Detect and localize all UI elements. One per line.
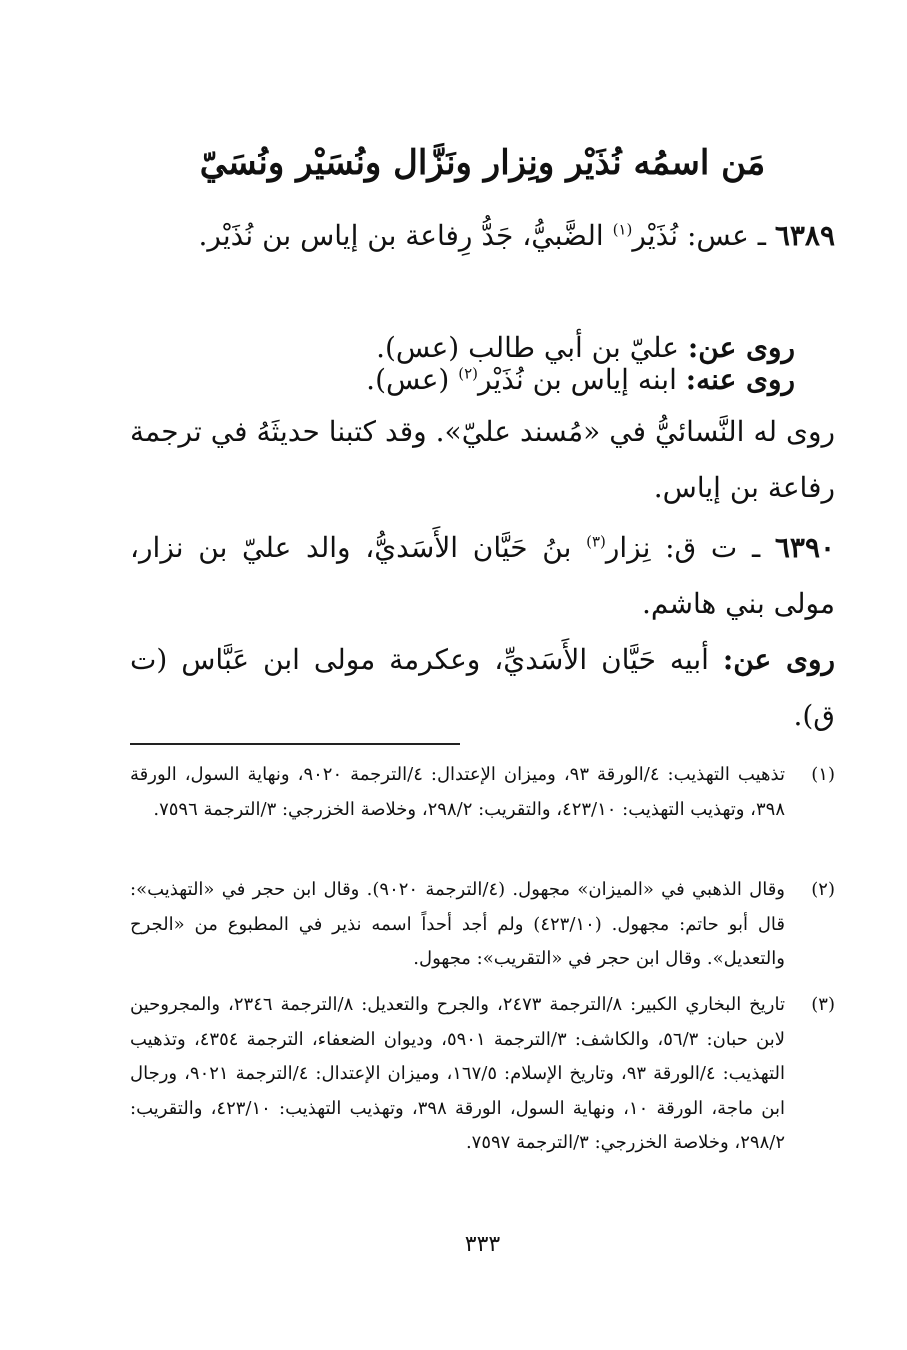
document-page: [130, 0, 835, 1350]
rawa-anhu-text: ابنه إياس بن نُذَيْر: [478, 363, 677, 396]
footnote-ref: (٣): [586, 532, 606, 551]
entry-6389-heading: [130, 208, 835, 264]
footnote-2: [130, 873, 835, 977]
entry-name: ت ق: نِزار: [605, 531, 738, 564]
entry-description: بنُ حَيَّان الأَسَديُّ، والد عليّ بن نزار، مولى بني هاشم.: [130, 531, 835, 620]
footnote-ref: (٢): [458, 364, 479, 383]
footnote-separator: [130, 743, 460, 745]
rawa-anhu-code: (عس).: [366, 363, 450, 396]
footnote-text: تاريخ البخاري الكبير: ٨/الترجمة ٢٤٧٣، والجرح والتعديل: ٨/الترجمة ٢٣٤٦، والمجروحين لابن حبان: ٥٦/٣، والكاشف: ٣/الترجمة ٥٩٠١، وديوان الضعفاء، الترجمة ٤٣٥٤، وتذهيب التهذيب: ٤/الورقة ٩٣، وتاريخ الإسلام: ١٦٧/٥، وميزان الإعتدال: ٤/الترجمة ٩٠٢١، ورجال ابن ماجة، الورقة ١٠، ونهاية السول، الورقة ٣٩٨، وتهذيب التهذيب: ٤٢٣/١٠، والتقريب: ٢٩٨/٢، وخلاصة الخزرجي: ٣/الترجمة ٧٥٩٧.: [130, 994, 786, 1153]
footnote-text: وقال الذهبي في «الميزان» مجهول. (٤/الترجمة ٩٠٢٠). وقال ابن حجر في «التهذيب»: قال أبو حاتم: مجهول. (٤٢٣/١٠) ولم أجد أحداً اسمه نذير في المطبوع من «الجرح والتعديل». وقال ابن حجر في «التقريب»: مجهول.: [130, 879, 785, 969]
entry-number: ٦٣٩٠: [774, 531, 836, 564]
entry-6389-rawa-anhu: [130, 352, 835, 408]
entry-name: عس: نُذَيْر: [632, 219, 749, 252]
footnote-3: [130, 988, 835, 1161]
entry-description: الضَّبيُّ، جَدُّ رِفاعة بن إياس بن نُذَيْر.: [198, 219, 604, 252]
remark-text: روى له النَّسائيُّ في «مُسند عليّ». وقد كتبنا حديثَهُ في ترجمة رفاعة بن إياس.: [130, 415, 835, 504]
footnote-text: تذهيب التهذيب: ٤/الورقة ٩٣، وميزان الإعتدال: ٤/الترجمة ٩٠٢٠، ونهاية السول، الورقة ٣٩٨، وتهذيب التهذيب: ٤٢٣/١٠، والتقريب: ٢٩٨/٢، وخلاصة الخزرجي: ٣/الترجمة ٧٥٩٦.: [130, 764, 785, 820]
rawa-an-text: أبيه حَيَّان الأَسَديِّ، وعكرمة مولى ابن عَبَّاس (ت ق).: [130, 643, 835, 732]
entry-dash: ـ: [748, 219, 766, 252]
footnote-ref: (١): [612, 220, 633, 239]
rawa-an-label: روى عن:: [722, 643, 835, 676]
entry-6390-heading: [130, 520, 835, 632]
section-title: مَن اسمُه نُذَيْر ونِزار ونَزَّال ونُسَيْر ونُسَيّ: [199, 143, 766, 183]
footnote-number: (٣): [811, 994, 835, 1015]
footnote-number: (٢): [811, 879, 835, 900]
rawa-anhu-label: روى عنه:: [685, 363, 795, 396]
entry-number: ٦٣٨٩: [774, 219, 835, 252]
rawa-an-label: روى عن:: [687, 331, 795, 364]
entry-dash: ـ: [737, 531, 761, 564]
entry-6389-remark: [130, 404, 835, 516]
page-number: ٣٣٣: [464, 1232, 501, 1257]
rawa-an-text: عليّ بن أبي طالب (عس).: [376, 331, 680, 364]
footnote-1: [130, 758, 835, 827]
footnote-number: (١): [811, 764, 835, 785]
entry-6390-rawa-an: [130, 632, 835, 744]
